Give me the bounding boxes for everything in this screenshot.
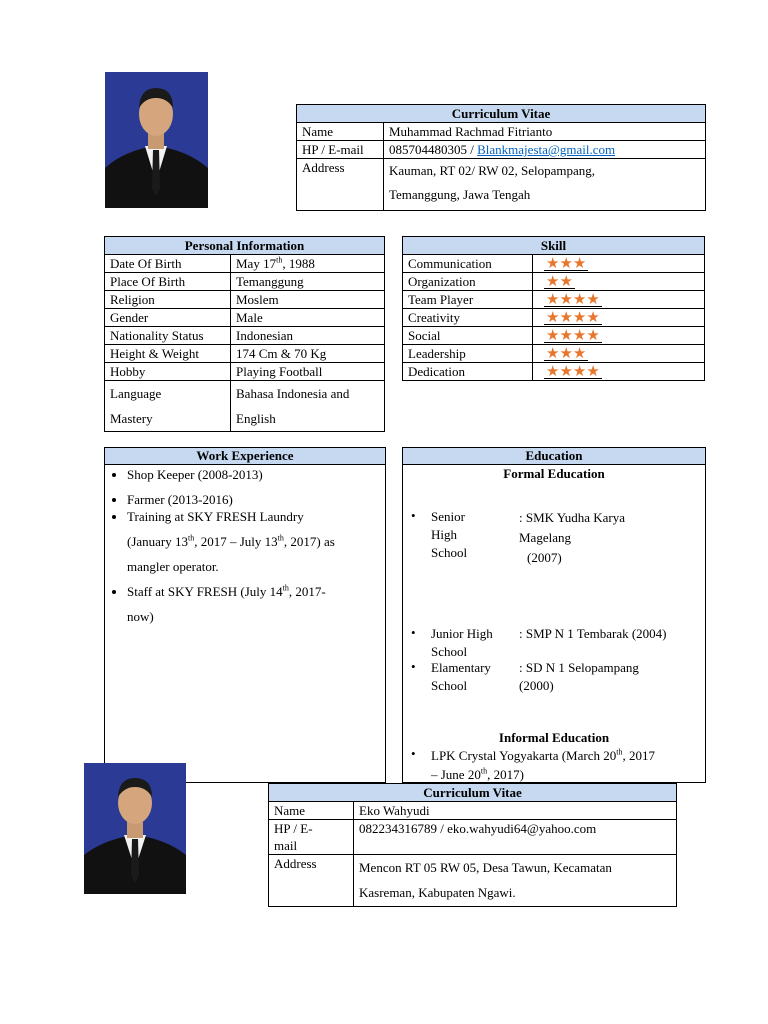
elementary-label: Elamentary School <box>431 660 491 693</box>
star-icon: ★ <box>586 292 600 308</box>
email-link[interactable]: Blankmajesta@gmail.com <box>477 142 616 157</box>
skill-name: Dedication <box>403 363 533 381</box>
star-icon: ★ <box>559 256 573 272</box>
cv-title: Curriculum Vitae <box>297 105 706 123</box>
education-title: Education <box>403 448 705 465</box>
info-value: Moslem <box>231 291 385 309</box>
info-label: Religion <box>105 291 231 309</box>
skill-rating <box>533 309 705 327</box>
work-item: • Farmer (2013-2016) <box>127 491 385 508</box>
work-experience-box <box>104 447 386 783</box>
info-value: Temanggung <box>231 273 385 291</box>
skill-stars <box>544 363 602 379</box>
contact-value <box>384 141 706 159</box>
language-label: Language Mastery <box>105 381 231 432</box>
second-cv-table <box>268 783 677 907</box>
star-icon: ★ <box>586 310 600 326</box>
star-icon: ★ <box>559 274 573 290</box>
second-cv-title: Curriculum Vitae <box>269 784 677 802</box>
phone-value: 085704480305 / <box>389 142 478 157</box>
star-icon: ★ <box>572 310 587 326</box>
senior-high-value: : SMK Yudha Karya Magelang (2007) <box>519 510 626 565</box>
personal-info-table <box>104 236 385 432</box>
skill-stars <box>544 255 588 271</box>
skill-rating <box>533 327 705 345</box>
skill-title: Skill <box>403 237 705 255</box>
star-icon: ★ <box>546 292 560 308</box>
senior-high-label: Senior High School <box>431 509 468 560</box>
elementary-value: : SD N 1 Selopampang (2000) <box>519 660 639 693</box>
lpk-course: LPK Crystal Yogyakarta (March 20th, 2017 – June 20th, 2017) <box>431 747 655 782</box>
skill-stars <box>544 273 575 289</box>
star-icon: ★ <box>572 346 587 362</box>
second-name-value: Eko Wahyudi <box>354 802 677 820</box>
junior-high-value: : SMP N 1 Tembarak (2004) <box>519 626 667 641</box>
star-icon: ★ <box>546 274 560 290</box>
star-icon: ★ <box>586 328 600 344</box>
skill-stars <box>544 291 602 307</box>
language-value: Bahasa Indonesia and English <box>231 381 385 432</box>
second-contact-label: HP / E- mail <box>269 820 354 855</box>
star-icon: ★ <box>559 310 573 326</box>
name-value: Muhammad Rachmad Fitrianto <box>384 123 706 141</box>
info-value: Male <box>231 309 385 327</box>
info-value: Playing Football <box>231 363 385 381</box>
dob-label: Date Of Birth <box>105 255 231 273</box>
person-photo-icon <box>105 72 208 208</box>
info-label: Nationality Status <box>105 327 231 345</box>
star-icon: ★ <box>546 256 560 272</box>
second-address-value: Mencon RT 05 RW 05, Desa Tawun, Kecamatan Kasreman, Kabupaten Ngawi. <box>354 855 677 907</box>
skill-table <box>402 236 705 381</box>
dob-value: May 17th, 1988 <box>231 255 385 273</box>
star-icon: ★ <box>546 328 560 344</box>
star-icon: ★ <box>572 364 587 380</box>
info-label: Gender <box>105 309 231 327</box>
contact-label: HP / E-mail <box>297 141 384 159</box>
work-experience-title: Work Experience <box>105 448 385 465</box>
skill-name: Social <box>403 327 533 345</box>
skill-rating <box>533 345 705 363</box>
star-icon: ★ <box>546 364 560 380</box>
second-profile-photo <box>84 763 186 894</box>
star-icon: ★ <box>572 328 587 344</box>
address-line-1: Kauman, RT 02/ RW 02, Selopampang, <box>389 163 596 178</box>
work-item: • Shop Keeper (2008-2013) <box>127 466 385 483</box>
skill-name: Team Player <box>403 291 533 309</box>
formal-education-title: Formal Education <box>503 466 605 481</box>
skill-stars <box>544 309 602 325</box>
second-contact-value: 082234316789 / eko.wahyudi64@yahoo.com <box>354 820 677 855</box>
address-label: Address <box>297 159 384 211</box>
skill-rating <box>533 273 705 291</box>
second-name-label: Name <box>269 802 354 820</box>
work-item: • Staff at SKY FRESH (July 14th, 2017- now) <box>127 579 385 629</box>
skill-stars <box>544 345 588 361</box>
cv-header-table <box>296 104 706 211</box>
star-icon: ★ <box>586 364 600 380</box>
skill-name: Organization <box>403 273 533 291</box>
profile-photo <box>105 72 208 208</box>
skill-name: Creativity <box>403 309 533 327</box>
address-value <box>384 159 706 211</box>
star-icon: ★ <box>559 292 573 308</box>
info-label: Place Of Birth <box>105 273 231 291</box>
skill-stars <box>544 327 602 343</box>
skill-rating <box>533 255 705 273</box>
star-icon: ★ <box>546 346 560 362</box>
info-value: 174 Cm & 70 Kg <box>231 345 385 363</box>
star-icon: ★ <box>559 328 573 344</box>
person-photo-icon <box>84 763 186 894</box>
personal-info-title: Personal Information <box>105 237 385 255</box>
star-icon: ★ <box>572 256 587 272</box>
skill-rating <box>533 291 705 309</box>
second-address-label: Address <box>269 855 354 907</box>
work-item: • Training at SKY FRESH Laundry (January 13th, 2017 – July 13th, 2017) as mangler operator. <box>127 504 385 579</box>
info-value: Indonesian <box>231 327 385 345</box>
info-label: Hobby <box>105 363 231 381</box>
address-line-2: Temanggung, Jawa Tengah <box>389 187 531 202</box>
skill-name: Communication <box>403 255 533 273</box>
skill-rating <box>533 363 705 381</box>
junior-high-label: Junior High School <box>431 626 493 659</box>
star-icon: ★ <box>572 292 587 308</box>
star-icon: ★ <box>546 310 560 326</box>
star-icon: ★ <box>559 364 573 380</box>
informal-education-title: Informal Education <box>498 730 610 745</box>
name-label: Name <box>297 123 384 141</box>
education-box: Education Formal Education • Senior High School : SMK Yudha Karya Magelang (2007) • Junior High School : SMP N 1 Tembarak (2004) • Elamentary School : SD N 1 Selopampang (2000) Informal Education • LPK Crystal Yogyakarta (March 20th, 2017 – June 20th, 2017) <box>402 447 706 783</box>
skill-name: Leadership <box>403 345 533 363</box>
info-label: Height & Weight <box>105 345 231 363</box>
star-icon: ★ <box>559 346 573 362</box>
